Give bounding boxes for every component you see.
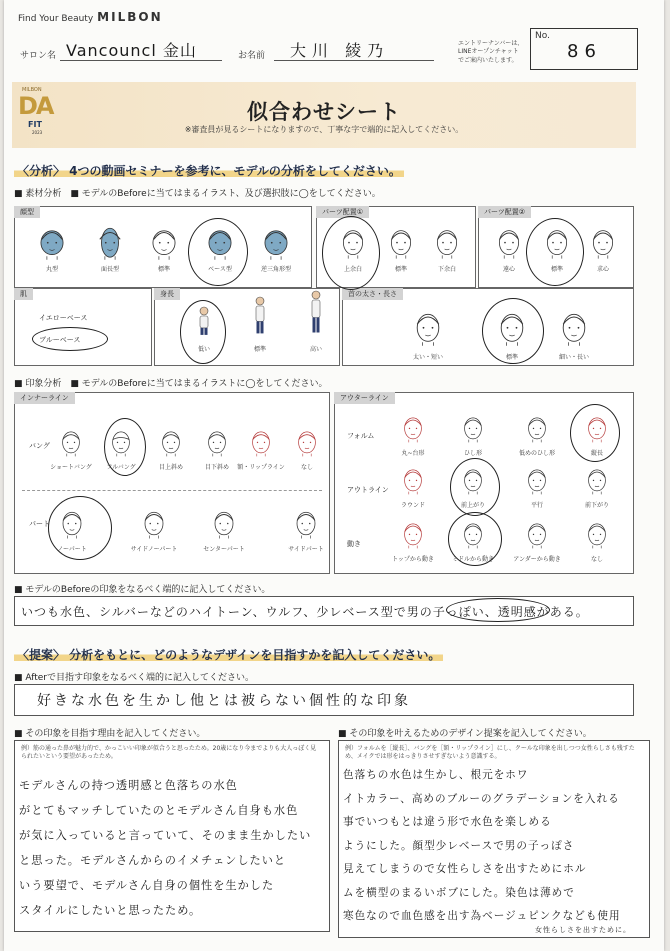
logo-brand: MILBON — [22, 87, 42, 93]
parts2-option-1-caption: 標準 — [550, 266, 563, 273]
selection-circle — [526, 218, 584, 286]
face-shape-option-2[interactable] — [138, 222, 190, 273]
parts2-option-2-illustration — [587, 222, 619, 264]
face-shape-option-2-caption: 標準 — [157, 266, 170, 273]
neck-group: 首の太さ・長さ — [342, 288, 634, 366]
selection-circle — [446, 598, 550, 622]
reason-line: いう要望で、モデルさん自身の個性を生かした — [19, 879, 275, 892]
outline-option-3-caption: 前下がり — [584, 502, 609, 509]
height-option-1-caption: 標準 — [253, 346, 266, 353]
height-option-2-illustration — [309, 290, 323, 344]
reason-field[interactable] — [14, 740, 330, 932]
bangs-option-0-caption: ショートバング — [50, 464, 92, 471]
entry-number-box[interactable]: No. 86 — [530, 28, 638, 70]
outline-option-0-illustration — [399, 462, 427, 500]
height-option-0-caption: 低い — [197, 346, 210, 353]
part-option-2-illustration — [209, 504, 239, 544]
face-shape-option-4-caption: 逆三角形型 — [260, 266, 291, 273]
parts2-option-0-caption: 遠心 — [502, 266, 515, 273]
reason-line: がとてもマッチしていたのとモデルさん自身も水色 — [19, 804, 299, 817]
after-heading: ■ Afterで目指す印象をなるべく端的に記入してください。 — [14, 673, 254, 683]
neck-option-0-caption: 太い・短い — [412, 354, 443, 361]
proposal-heading: 〈提案〉 分析をもとに、どのようなデザインを目指すかを記入してください。 — [14, 648, 443, 662]
bangs-option-3-caption: 目下斜め — [204, 464, 229, 471]
parts2-option-0-illustration — [493, 222, 525, 264]
part-option-3[interactable] — [278, 504, 334, 553]
design-line: イトカラー、高めのブルーのグラデーションを入れる — [343, 792, 620, 805]
face-shape-group: 顔型 — [14, 206, 312, 288]
before-heading: ■ モデルのBeforeの印象をなるべく端的に記入してください。 — [14, 585, 271, 595]
outline-option-3-illustration — [583, 462, 611, 500]
hair-design-sheet — [4, 0, 664, 951]
parts1-option-1-caption: 標準 — [394, 266, 407, 273]
inner-line-group: インナーライン バング パート — [14, 392, 330, 574]
parts2-group: パーツ配置② — [478, 206, 634, 288]
move-option-2-caption: アンダーから動き — [513, 556, 561, 563]
sheet-title: 似合わせシート — [247, 100, 401, 124]
part-option-3-caption: サイドパート — [288, 546, 324, 553]
reason-heading: ■ その印象を目指す理由を記入してください。 — [14, 729, 206, 739]
logo-year: 2023 — [32, 130, 43, 135]
sheet-subtitle: ※審査員が見るシートになりますので、丁寧な字で端的に記入してください。 — [184, 125, 464, 134]
neck-option-2[interactable] — [546, 304, 602, 361]
neck-option-1-caption: 標準 — [505, 354, 518, 361]
reason-example: 例）筋の通った鼻が魅力的で、かっこいい印象が似合うと思ったため。20歳になり今までよりも大人っぽく見られたいという要望があったため。 — [21, 745, 317, 761]
before-text: いつも水色、シルバーなどのハイトーン、ウルフ、少レベース型で男の子っぽい、透明感がある。 — [21, 605, 589, 619]
selection-circle — [322, 216, 380, 290]
selection-circle — [482, 298, 544, 364]
move-option-0-caption: トップから動き — [392, 556, 434, 563]
part-option-3-illustration — [291, 504, 321, 544]
material-heading: ■ 素材分析 ■ モデルのBeforeに当てはまるイラスト、及び選択肢に◯をしてください。 — [14, 189, 381, 199]
bangs-option-1-caption: フルバング — [106, 464, 136, 471]
part-option-0-caption: ノーパート — [57, 546, 87, 553]
name-label: お名前 — [238, 51, 266, 61]
reason-line: スタイルにしたいと思ったため。 — [19, 904, 202, 917]
selection-circle — [104, 418, 146, 476]
face-shape-option-4-illustration — [259, 222, 293, 264]
part-option-1-caption: サイドノーパート — [130, 546, 178, 553]
face-shape-option-0-illustration — [35, 222, 69, 264]
face-shape-option-1-illustration — [93, 222, 127, 264]
brand: Find Your Beauty MILBON — [18, 10, 163, 24]
parts1-option-1-illustration — [385, 222, 417, 264]
selection-circle — [48, 496, 112, 560]
bangs-option-4-illustration — [247, 424, 275, 462]
bangs-option-0[interactable] — [46, 424, 96, 471]
neck-option-0[interactable] — [400, 304, 456, 361]
design-example: 例）フォルムを［縦長］、バングを［額・リップライン］にし、クールな印象を出しつつ女性らしさも残すため、メイクでは形をはっきりさせすぎないよう意識する。 — [345, 745, 635, 761]
outline-option-2[interactable] — [512, 462, 562, 509]
skin-group: 肌 イエローベース ブルーベース — [14, 288, 152, 366]
logo-fit: FIT — [28, 120, 42, 129]
logo-da: DA — [18, 92, 53, 120]
face-shape-option-0-caption: 丸型 — [45, 266, 58, 273]
form-option-2-illustration — [523, 410, 551, 448]
move-option-0-illustration — [399, 516, 427, 554]
after-field[interactable] — [14, 684, 634, 716]
outline-option-2-caption: 平行 — [530, 502, 543, 509]
outline-option-2-illustration — [523, 462, 551, 500]
move-option-2-illustration — [523, 516, 551, 554]
face-shape-option-2-illustration — [147, 222, 181, 264]
reason-line: が気に入っていると言っていて、そのまま生かしたい — [19, 829, 312, 842]
design-line: 色落ちの水色は生かし、根元をホワ — [343, 769, 529, 781]
face-shape-option-4[interactable] — [250, 222, 302, 273]
bangs-option-3[interactable] — [192, 424, 242, 471]
move-option-0[interactable] — [388, 516, 438, 563]
neck-option-2-caption: 細い・長い — [558, 354, 589, 361]
form-option-2[interactable] — [512, 410, 562, 457]
parts2-option-0[interactable] — [486, 222, 532, 273]
face-shape-option-3-caption: ベース型 — [208, 266, 232, 273]
design-field[interactable] — [338, 740, 650, 938]
parts1-option-0-caption: 上余白 — [343, 266, 362, 273]
parts1-option-2-illustration — [431, 222, 463, 264]
outer-line-group: アウターライン フォルム アウトライン 動き — [334, 392, 634, 574]
entry-note: エントリーナンバーは、LINEオープンチャットでご案内いたします。 — [458, 40, 524, 64]
selection-circle — [180, 300, 226, 364]
neck-option-2-illustration — [556, 304, 592, 352]
skin-option-yellow[interactable]: イエローベース — [39, 314, 88, 322]
move-option-3-caption: なし — [590, 556, 603, 563]
face-shape-option-1-caption: 面長型 — [100, 266, 119, 273]
design-line: ようにした。顔型少レベースで男の子っぽさ — [343, 839, 575, 852]
after-text: 好きな水色を生かし他とは被らない個性的な印象 — [37, 693, 411, 709]
neck-option-0-illustration — [410, 304, 446, 352]
part-option-1[interactable] — [126, 504, 182, 553]
part-option-2[interactable] — [196, 504, 252, 553]
impression-heading: ■ 印象分析 ■ モデルのBeforeに当てはまるイラストに◯をしてください。 — [14, 379, 328, 389]
parts1-group: パーツ配置① — [316, 206, 476, 288]
outline-option-0-caption: ラウンド — [400, 502, 425, 509]
height-group: 身長 — [154, 288, 340, 366]
bangs-option-2-illustration — [157, 424, 185, 462]
move-option-3-illustration — [583, 516, 611, 554]
form-option-3-caption: 縦長 — [590, 450, 603, 457]
bangs-option-4-caption: 額・リップライン — [237, 464, 285, 471]
design-line: 見えてしまうので女性らしさを出すためにホル — [343, 863, 587, 875]
analysis-heading: 〈分析〉 4つの動画セミナーを参考に、モデルの分析をしてください。 — [14, 164, 404, 178]
design-heading: ■ その印象を叶えるためのデザイン提案を記入してください。 — [338, 729, 592, 739]
selection-circle — [448, 512, 502, 566]
name-field[interactable]: 大川 綾乃 — [274, 36, 434, 61]
height-option-2-caption: 高い — [309, 346, 322, 353]
form-option-0-illustration — [399, 410, 427, 448]
salon-label: サロン名 — [20, 51, 57, 61]
height-option-2[interactable] — [296, 290, 336, 353]
design-line: 事でいつもとは違う形で水色を楽しめる — [343, 816, 552, 828]
move-option-1-caption: ミドルから動き — [451, 556, 494, 563]
outline-option-3[interactable] — [572, 462, 622, 509]
divider — [22, 490, 322, 491]
form-option-0[interactable] — [388, 410, 438, 457]
bangs-option-5[interactable] — [282, 424, 332, 471]
form-option-0-caption: 丸~台形 — [401, 450, 425, 457]
parts1-option-2-caption: 下余白 — [437, 266, 456, 273]
face-shape-option-0[interactable] — [26, 222, 78, 273]
bangs-option-5-caption: なし — [300, 464, 313, 471]
part-option-2-caption: センターパート — [203, 546, 245, 553]
move-option-2[interactable] — [512, 516, 562, 563]
reason-line: と思った。モデルさんからのイメチェンしたいと — [19, 854, 287, 867]
selection-circle — [188, 218, 248, 286]
form-option-2-caption: 低めのひし形 — [518, 450, 555, 457]
form-option-1-illustration — [459, 410, 487, 448]
skin-option-blue[interactable]: ブルーベース — [39, 336, 81, 344]
design-line: ムを横型のまるいボブにした。染色は薄めで — [343, 886, 575, 899]
bangs-option-2[interactable] — [146, 424, 196, 471]
parts2-option-2-caption: 求心 — [596, 266, 609, 273]
entry-number: 86 — [567, 41, 602, 62]
form-option-1[interactable] — [448, 410, 498, 457]
outline-option-0[interactable] — [388, 462, 438, 509]
reason-line: モデルさんの持つ透明感と色落ちの水色 — [19, 779, 238, 792]
selection-circle — [570, 404, 620, 462]
bangs-option-5-illustration — [293, 424, 321, 462]
bangs-option-0-illustration — [57, 424, 85, 462]
parts1-option-1[interactable] — [378, 222, 424, 273]
selection-circle — [32, 327, 108, 351]
parts2-option-2[interactable] — [580, 222, 626, 273]
bangs-option-2-caption: 目上斜め — [158, 464, 183, 471]
move-option-3[interactable] — [572, 516, 622, 563]
face-shape-option-1[interactable] — [84, 222, 136, 273]
form-option-1-caption: ひし形 — [463, 450, 482, 457]
parts1-option-2[interactable] — [424, 222, 470, 273]
part-option-1-illustration — [139, 504, 169, 544]
design-line: 寒色なので血色感を出す為ベージュピンクなども使用 — [343, 910, 621, 922]
outline-option-1-caption: 前上がり — [460, 502, 485, 509]
salon-field[interactable]: Vancouncl 金山 — [60, 36, 222, 61]
selection-circle — [450, 458, 500, 516]
bangs-option-4[interactable] — [236, 424, 286, 471]
height-option-1[interactable] — [240, 296, 280, 353]
design-small-note: 女性らしさを出すために。 — [535, 926, 631, 934]
bangs-option-3-illustration — [203, 424, 231, 462]
height-option-1-illustration — [253, 296, 267, 344]
